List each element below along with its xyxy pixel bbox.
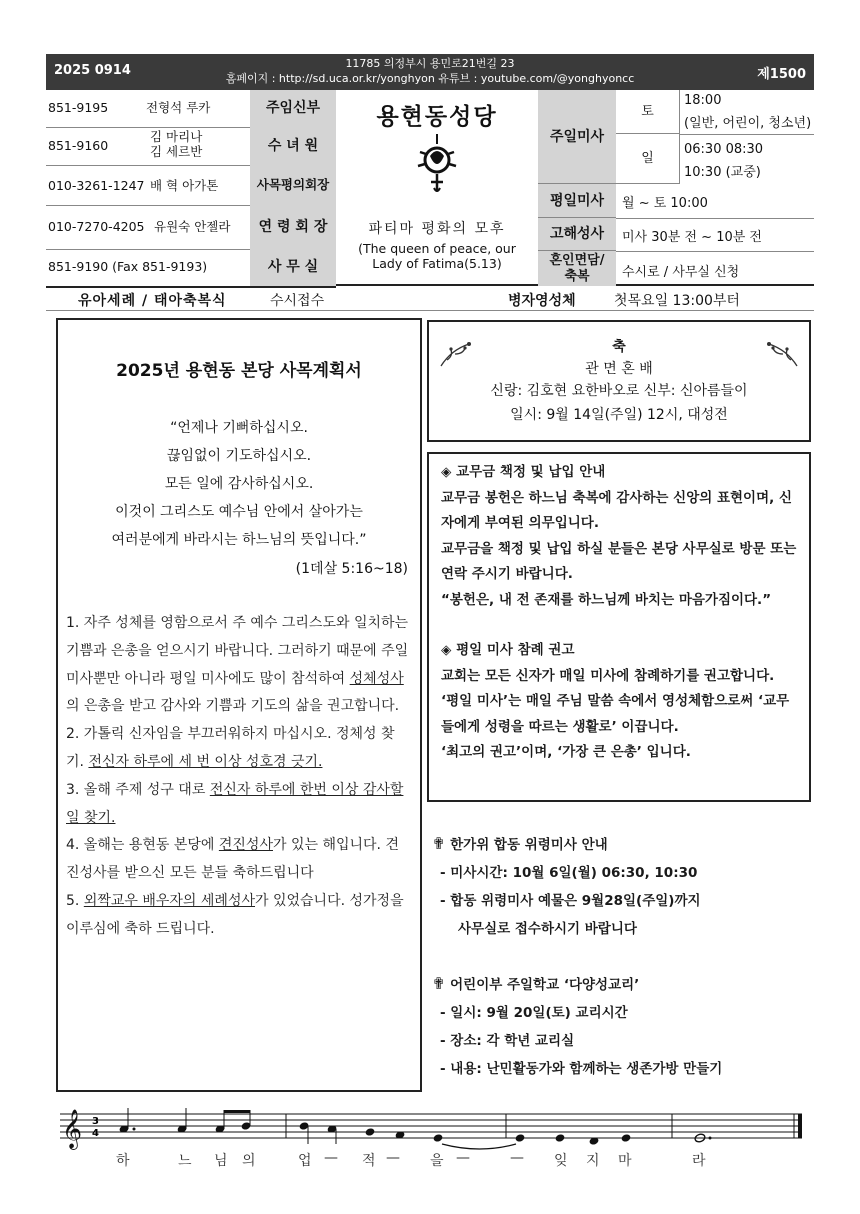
church-name: 용현동성당 xyxy=(376,104,498,130)
plan-item-emphasis: 성체성사 xyxy=(349,670,404,687)
staff-role: 연 령 회 장 xyxy=(250,205,336,250)
sat-label: 토 xyxy=(616,90,680,134)
sick-communion-label: 병자영성체 xyxy=(508,293,576,309)
staff-name-2: 김 세르반 xyxy=(150,144,203,159)
lyric: 지 xyxy=(586,1153,600,1169)
sun-time-1: 06:30 08:30 xyxy=(684,142,764,157)
memorial-line: 사무실로 접수하시기 바랍니다 xyxy=(458,921,637,937)
staff-phone: 010-7270-4205 xyxy=(48,219,145,234)
memorial-title: 한가위 합동 위령미사 안내 xyxy=(450,837,608,853)
wedding-when: 일시: 9월 14일(주일) 12시, 대성전 xyxy=(510,407,728,423)
weekday-mass-time: 월 ~ 토 10:00 xyxy=(622,196,708,211)
notice-text: 교회는 모든 신자가 매일 미사에 참례하기를 권고합니다. xyxy=(441,667,775,684)
sat-time-1: 18:00 xyxy=(684,93,722,108)
patron-ko: 파티마 평화의 모후 xyxy=(368,221,506,237)
marriage-label xyxy=(538,251,616,286)
baptism-label: 유아세례 / 태아축복식 xyxy=(78,293,227,309)
pastoral-plan-box xyxy=(56,318,422,1092)
wedding-couple: 신랑: 김호현 요한바오로 신부: 신아름들이 xyxy=(490,383,748,399)
notice-text: 교무금 봉헌은 하느님 축복에 감사하는 신앙의 표현이며, 신자에게 부여된 의무입니다. xyxy=(441,489,793,531)
issue-date: 2025 0914 xyxy=(54,63,131,78)
lyric: 업 xyxy=(298,1153,312,1169)
lyrics xyxy=(60,1150,810,1170)
lyric: 라 xyxy=(692,1153,706,1169)
sun-label: 일 xyxy=(616,134,680,184)
plan-item-text: 2. 가톨릭 신자임을 부끄러워하지 마십시오. 정체성 찾기. xyxy=(66,726,395,770)
plan-title: 2025년 용현동 본당 사목계획서 xyxy=(116,361,362,381)
lyric: — xyxy=(386,1150,400,1166)
staff-role: 사 무 실 xyxy=(250,249,336,288)
lyric: 마 xyxy=(618,1153,632,1169)
address: 11785 의정부시 용민로21번길 23 xyxy=(345,57,515,70)
marriage-label-1: 혼인면담/ xyxy=(549,253,605,268)
weekday-mass-label: 평일미사 xyxy=(538,184,616,218)
lyric: 의 xyxy=(242,1153,256,1169)
sunday-school-notice xyxy=(432,970,812,1080)
staff-role: 사목평의회장 xyxy=(250,165,336,206)
marriage-info: 수시로 / 사무실 신청 xyxy=(622,265,740,280)
baptism-value: 수시접수 xyxy=(270,293,325,309)
staff-name: 전형석 루카 xyxy=(146,100,211,115)
school-title: 어린이부 주일학교 ‘다양성교리’ xyxy=(450,977,640,993)
quote-line: 끊임없이 기도하십시오. xyxy=(166,448,312,464)
lyric: — xyxy=(510,1150,524,1166)
quote-line: “언제나 기뻐하십시오. xyxy=(170,420,308,436)
cross-icon: ✟ xyxy=(432,834,446,853)
staff-role: 주임신부 xyxy=(250,90,336,128)
wedding-announcement xyxy=(427,320,811,442)
school-heading xyxy=(432,970,812,999)
school-line: - 장소: 각 학년 교리실 xyxy=(440,1033,575,1049)
notice-text: ‘평일 미사’는 매일 주님 말씀 속에서 영성체함으로써 ‘교무들에게 성령을 따르는 생활로’ 이끕니다. xyxy=(441,693,790,735)
sunday-mass-label: 주일미사 xyxy=(538,90,616,184)
quote-line: 모든 일에 감사하십시오. xyxy=(164,476,314,492)
quote-line: 여러분에게 바라시는 하느님의 뜻입니다.” xyxy=(111,532,367,548)
plan-quote xyxy=(58,414,420,554)
memorial-mass-notice xyxy=(432,830,812,940)
confession-time: 미사 30분 전 ~ 10분 전 xyxy=(622,230,762,245)
plan-item-text: 4. 올해는 용현동 본당에 xyxy=(66,837,219,854)
lyric: 님 xyxy=(214,1153,228,1169)
notice-title: ◈ 평일 미사 참례 권고 xyxy=(441,642,575,658)
notice-text: ‘최고의 권고’이며, ‘가장 큰 은총’ 입니다. xyxy=(441,744,691,760)
memorial-heading xyxy=(432,830,812,859)
plan-item xyxy=(66,888,410,944)
staff-phone: 851-9190 (Fax 851-9193) xyxy=(48,259,208,274)
plan-item-text: 1. 자주 성체를 영함으로서 주 예수 그리스도와 일치하는 기쁨과 은총을 얻으시기 바랍니다. 그러하기 때문에 주일 미사뿐만 아니라 평일 미사에도 많이 참석하여 xyxy=(66,615,409,687)
plan-item-text: 5. xyxy=(66,892,84,909)
memorial-line: - 합동 위령미사 예물은 9월28일(주일)까지 xyxy=(440,893,701,909)
sun-time-2: 10:30 (교중) xyxy=(684,165,761,180)
staff-phone: 851-9195 xyxy=(48,100,109,115)
sacrament-notice-row xyxy=(46,288,814,310)
plan-item-emphasis: 전신자 하루에 세 번 이상 성호경 긋기. xyxy=(88,753,323,770)
svg-text:3: 3 xyxy=(92,1116,99,1127)
contact-info xyxy=(46,56,814,86)
plan-item-emphasis: 견진성사 xyxy=(218,837,273,854)
church-block xyxy=(336,90,538,286)
notice-title: ◈ 교무금 책정 및 납입 안내 xyxy=(441,464,606,480)
lyric: 을 xyxy=(430,1153,444,1169)
issue-number: 제1500 xyxy=(757,67,806,82)
lyric: 잊 xyxy=(554,1153,568,1169)
staff-phone: 010-3261-1247 xyxy=(48,178,145,193)
notice-text: 교무금을 책정 및 납입 하실 분들은 본당 사무실로 방문 또는 연락 주시기 바랍니다. xyxy=(441,540,797,582)
divider xyxy=(46,310,814,311)
marriage-label-2: 축복 xyxy=(564,269,590,284)
staff-name xyxy=(150,129,202,159)
memorial-line: - 미사시간: 10월 6일(월) 06:30, 10:30 xyxy=(440,865,698,881)
staff-role: 수 녀 원 xyxy=(250,127,336,166)
staff-name: 배 혁 아가톤 xyxy=(150,178,219,193)
lyric: — xyxy=(324,1150,338,1166)
plan-item xyxy=(66,610,410,721)
svg-text:𝄞: 𝄞 xyxy=(62,1109,83,1149)
mass-schedule xyxy=(538,90,814,286)
plan-item xyxy=(66,777,410,833)
plan-item xyxy=(66,832,410,888)
confession-label: 고해성사 xyxy=(538,218,616,251)
church-emblem-icon xyxy=(412,132,462,196)
patron-en-1: (The queen of peace, our xyxy=(358,241,516,256)
plan-items xyxy=(66,610,410,944)
wedding-title: 축 xyxy=(612,339,626,355)
plan-item-text: 가 있는 해입니다. 견진성사를 받으신 모든 분들 축하드립니다 xyxy=(66,837,399,882)
quote-reference: (1데살 5:16~18) xyxy=(295,561,408,577)
cross-icon: ✟ xyxy=(432,974,446,993)
school-line: - 일시: 9월 20일(토) 교리시간 xyxy=(440,1005,628,1021)
staff-name-1: 김 마리나 xyxy=(150,129,203,144)
school-line: - 내용: 난민활동가와 함께하는 생존가방 만들기 xyxy=(440,1061,723,1077)
sick-communion-value: 첫목요일 13:00부터 xyxy=(614,293,740,309)
plan-item xyxy=(66,721,410,777)
lyric: 적 xyxy=(362,1153,376,1169)
plan-item-text: 3. 올해 주제 성구 대로 xyxy=(66,781,210,798)
sat-time-2: (일반, 어린이, 청소년) xyxy=(684,116,812,131)
wedding-subtitle: 관 면 혼 배 xyxy=(585,361,653,377)
parish-notices xyxy=(427,452,811,802)
quote-line: 이것이 그리스도 예수님 안에서 살아가는 xyxy=(115,504,363,520)
lyric: — xyxy=(456,1150,470,1166)
plan-item-text: 의 은총을 받고 감사와 기쁨과 기도의 삶을 권고합니다. xyxy=(66,698,400,715)
staff-lines xyxy=(60,1104,810,1154)
music-staff xyxy=(60,1104,810,1174)
web-links: 홈페이지 : http://sd.uca.or.kr/yonghyon 유튜브 : youtube.com/@yonghyoncc xyxy=(225,72,635,85)
patron-en-2: Lady of Fatima(5.13) xyxy=(372,256,502,271)
svg-text:4: 4 xyxy=(92,1128,99,1139)
staff-name: 유원숙 안젤라 xyxy=(154,219,231,234)
staff-phone: 851-9160 xyxy=(48,138,109,153)
notice-quote: “봉헌은, 내 전 존재를 하느님께 바치는 마음가짐이다.” xyxy=(441,591,772,608)
plan-item-emphasis: 전신자 하루에 한번 이상 감사할 일 찾기. xyxy=(66,781,404,826)
masthead-bar xyxy=(46,54,814,90)
lyric: 느 xyxy=(178,1153,192,1169)
lyric: 하 xyxy=(116,1153,130,1169)
plan-item-text: 가 있었습니다. 성가정을 이루심에 축하 드립니다. xyxy=(66,892,404,937)
plan-item-emphasis: 외짝교우 배우자의 세례성사 xyxy=(83,892,256,909)
